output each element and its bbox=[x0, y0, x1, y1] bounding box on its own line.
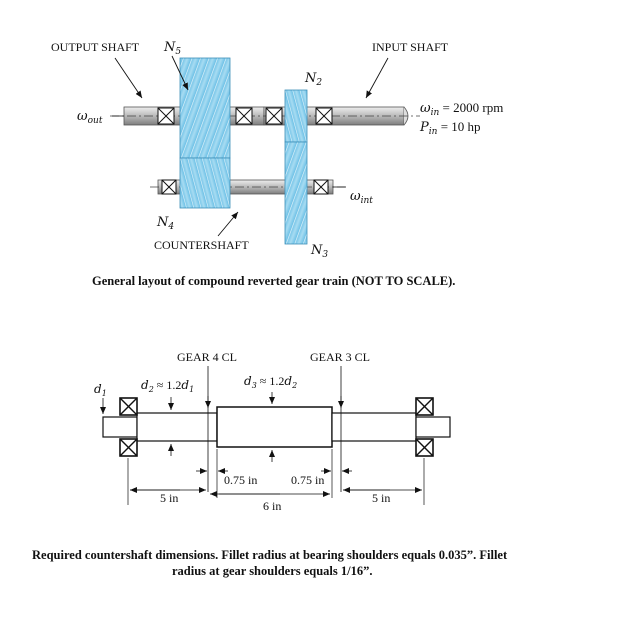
gear3-cl-label: GEAR 3 CL bbox=[310, 350, 370, 364]
bearing-output-right bbox=[236, 108, 252, 124]
input-power-label: $P_{in} = 10$ hp bbox=[420, 119, 481, 137]
w-int-label: $\omega_{int}$ bbox=[350, 189, 373, 206]
countershaft-dimensions bbox=[32, 350, 508, 578]
bearing-counter-left bbox=[162, 180, 176, 194]
bearing-input-left bbox=[266, 108, 282, 124]
bearing-left-bottom bbox=[120, 439, 137, 456]
dim-5-right: 5 in bbox=[372, 491, 391, 505]
n5-label: $N_5$ bbox=[164, 40, 182, 57]
bearing-output-left bbox=[158, 108, 174, 124]
output-shaft-arrow bbox=[115, 58, 142, 98]
gear4-cl-label: GEAR 4 CL bbox=[177, 350, 237, 364]
shaft-left-end bbox=[103, 417, 137, 437]
gear-n3 bbox=[285, 142, 307, 244]
gear-n2 bbox=[285, 90, 307, 142]
d3-label: $d_3 \approx 1.2d_2$ bbox=[244, 374, 298, 390]
input-shaft-arrow bbox=[366, 58, 388, 98]
bearing-right-bottom bbox=[416, 439, 433, 456]
shaft-right-step bbox=[332, 413, 416, 441]
n4-arrow bbox=[218, 212, 238, 236]
bearing-left-top bbox=[120, 398, 137, 415]
figure1-caption: General layout of compound reverted gear train (NOT TO SCALE). bbox=[92, 274, 456, 288]
dim-5-left: 5 in bbox=[160, 491, 179, 505]
bearing-right-top bbox=[416, 398, 433, 415]
dim-075-left: 0.75 in bbox=[224, 473, 258, 487]
bearing-counter-right bbox=[314, 180, 328, 194]
n2-label: $N_2$ bbox=[305, 71, 323, 88]
shaft-right-end bbox=[416, 417, 450, 437]
n3-label: $N_3$ bbox=[311, 243, 329, 260]
output-shaft-label: OUTPUT SHAFT bbox=[51, 40, 140, 54]
dim-075-right: 0.75 in bbox=[291, 473, 325, 487]
dim-6: 6 in bbox=[263, 499, 282, 513]
shaft-left-step bbox=[137, 413, 217, 441]
shaft-center bbox=[217, 407, 332, 447]
n4-label: $N_4$ bbox=[157, 215, 175, 232]
gear-n5 bbox=[180, 58, 230, 158]
figure2-caption-line2: radius at gear shoulders equals 1/16”. bbox=[172, 564, 373, 578]
bearing-input-right bbox=[316, 108, 332, 124]
d2-label: $d_2 \approx 1.2d_1$ bbox=[141, 378, 195, 394]
d1-label: $d_1$ bbox=[94, 382, 107, 398]
input-speed-label: $\omega_{in} = 2000$ rpm bbox=[420, 100, 504, 118]
gear-train-layout bbox=[51, 40, 503, 288]
input-shaft-label: INPUT SHAFT bbox=[372, 40, 449, 54]
countershaft-label: COUNTERSHAFT bbox=[154, 238, 249, 252]
gear-n4 bbox=[180, 158, 230, 208]
w-out-label: $\omega_{out}$ bbox=[77, 109, 103, 126]
figure2-caption-line1: Required countershaft dimensions. Fillet radius at bearing shoulders equals 0.035”. Fillet bbox=[32, 548, 508, 562]
